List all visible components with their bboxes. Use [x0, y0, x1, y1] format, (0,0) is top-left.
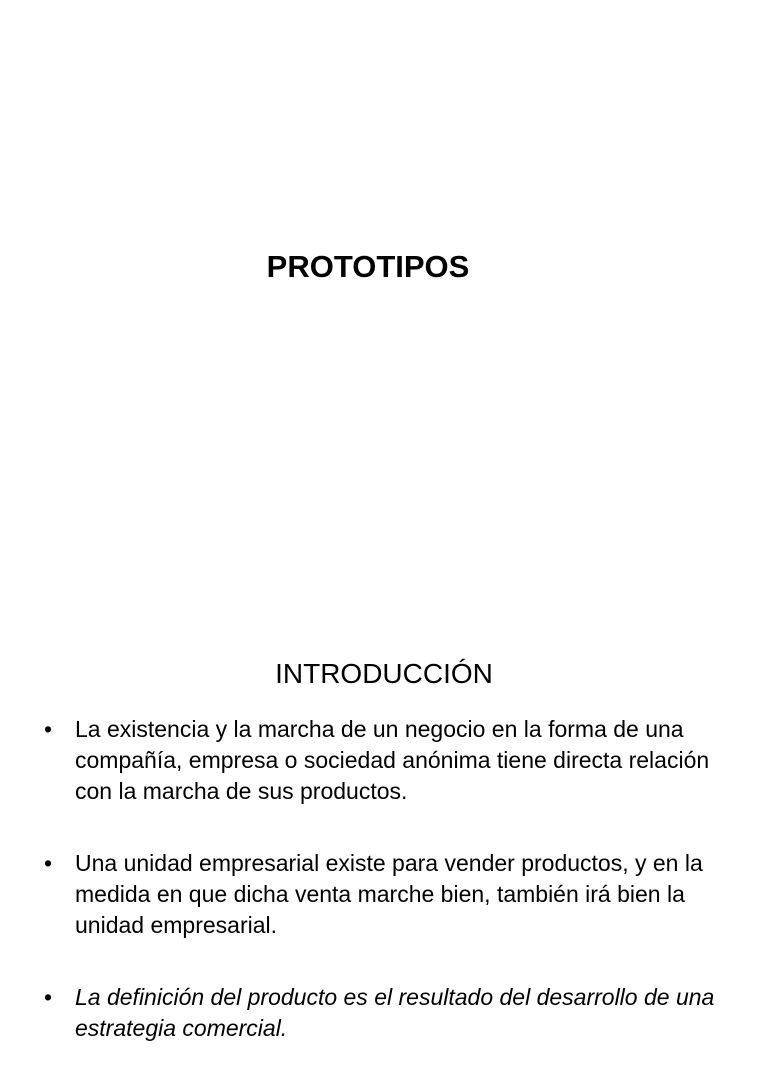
bullet-icon: • [44, 850, 53, 876]
bullet-item [0, 848, 768, 941]
bullet-item [0, 714, 768, 807]
bullet-list [0, 714, 768, 1085]
bullet-item [0, 982, 768, 1044]
bullet-icon: • [44, 716, 53, 742]
bullet-text: La existencia y la marcha de un negocio en la forma de una compañía, empresa o sociedad anónima tiene directa relación con la marcha de sus productos. [75, 716, 710, 804]
slide-title: PROTOTIPOS [266, 249, 470, 284]
bullet-icon: • [44, 984, 53, 1010]
section-heading-introduccion: INTRODUCCIÓN [275, 658, 493, 689]
bullet-text: La definición del producto es el resultado del desarrollo de una estrategia comercial. [75, 984, 715, 1041]
bullet-text: Una unidad empresarial existe para vender productos, y en la medida en que dicha venta marche bien, también irá bien la unidad empresarial. [75, 850, 703, 938]
